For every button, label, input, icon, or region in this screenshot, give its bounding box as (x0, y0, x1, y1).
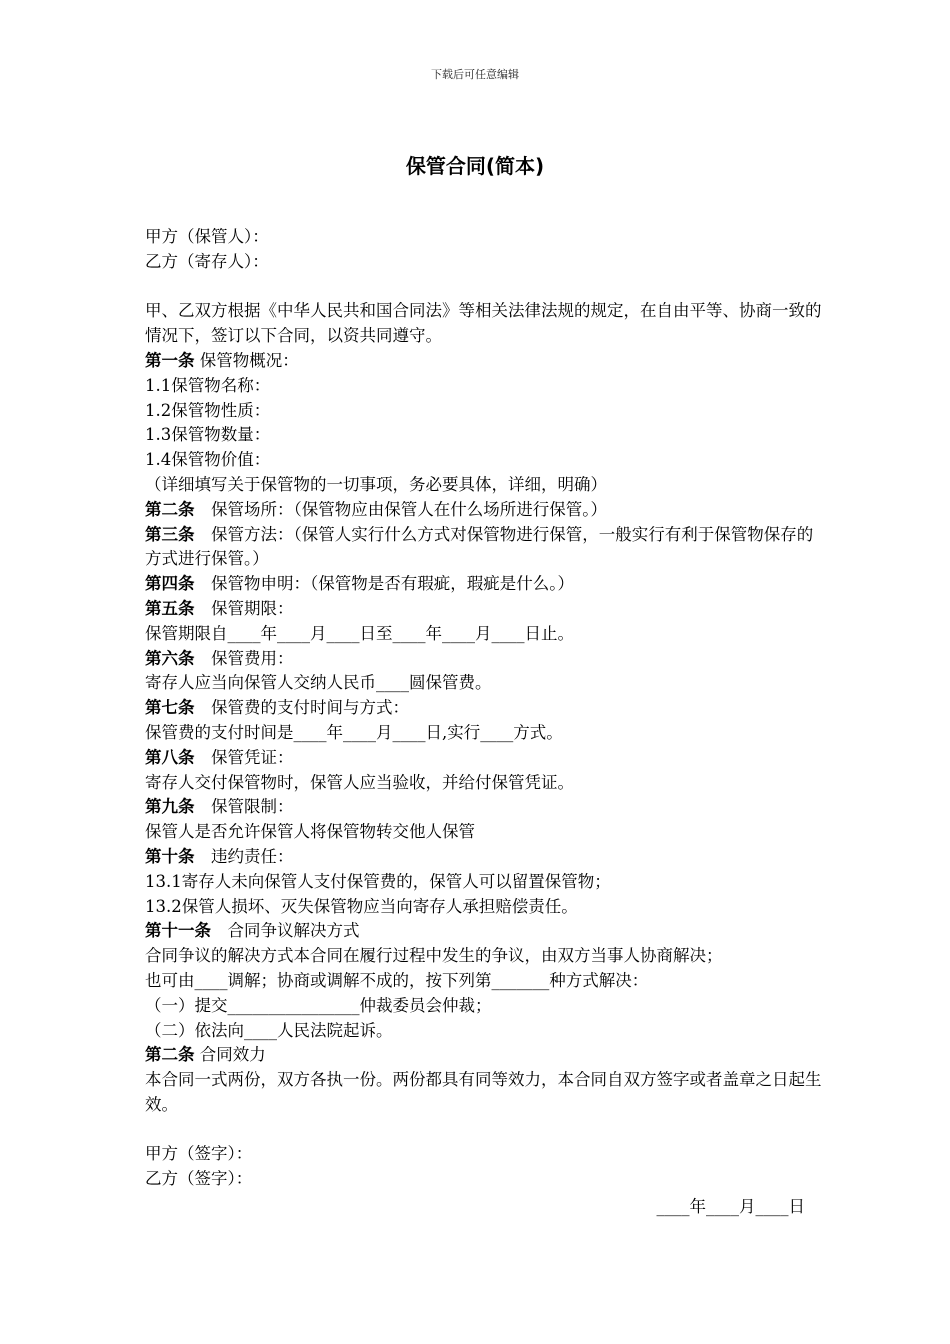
article-7-heading (145, 696, 825, 721)
article-5-body: 保管期限自____年____月____日至____年____月____日止。 (145, 623, 574, 643)
article-12-heading (145, 1043, 825, 1068)
article-6-body: 寄存人应当向保管人交纳人民币____圆保管费。 (145, 673, 492, 693)
article-9-body: 保管人是否允许保管人将保管物转交他人保管 (145, 822, 475, 842)
article-11-number: 第十一条 (145, 921, 211, 941)
document-title: 保管合同(简本) (405, 154, 545, 178)
article-1-item: 1.3保管物数量： (145, 425, 271, 445)
signature-party-a: 甲方（签字）： (145, 1144, 253, 1164)
article-1-heading (145, 349, 825, 374)
header-note: 下载后可任意编辑 (431, 68, 519, 81)
signing-date-line: ____年____月____日 (656, 1197, 805, 1216)
signature-party-b: 乙方（签字）： (145, 1169, 253, 1189)
article-1-note: （详细填写关于保管物的一切事项，务必要具体，详细，明确） (145, 474, 607, 494)
party-b-line: 乙方（寄存人）： (145, 251, 269, 271)
article-11-line: 合同争议的解决方式本合同在履行过程中发生的争议，由双方当事人协商解决； (145, 946, 723, 966)
article-6-heading (145, 647, 825, 672)
article-10-item: 13.2保管人损坏、灭失保管物应当向寄存人承担赔偿责任。 (145, 896, 578, 916)
article-6-title: 保管费用： (194, 648, 294, 668)
article-9-heading (145, 795, 825, 820)
article-4-text: 保管物申明：（保管物是否有瑕疵，瑕疵是什么。） (194, 574, 574, 594)
article-12-body: 本合同一式两份，双方各执一份。两份都具有同等效力，本合同自双方签字或者盖章之日起生效。 (145, 1070, 822, 1114)
article-3-paragraph (145, 523, 825, 573)
article-12-title: 合同效力 (194, 1045, 266, 1065)
article-1-number: 第一条 (145, 350, 195, 370)
spacer (145, 275, 825, 300)
article-12-number: 第二条 (145, 1045, 195, 1065)
article-2-heading (145, 498, 825, 523)
article-7-title: 保管费的支付时间与方式： (194, 698, 409, 718)
article-1-item: 1.2保管物性质： (145, 400, 271, 420)
article-7-number: 第七条 (145, 698, 195, 718)
article-5-title: 保管期限： (194, 598, 294, 618)
article-10-number: 第十条 (145, 846, 195, 866)
article-1-item: 1.1保管物名称： (145, 375, 271, 395)
article-11-option: （二）依法向____人民法院起诉。 (145, 1020, 393, 1040)
article-5-number: 第五条 (145, 598, 195, 618)
article-8-title: 保管凭证： (194, 747, 294, 767)
article-9-number: 第九条 (145, 797, 195, 817)
article-10-heading (145, 845, 825, 870)
article-2-text: 保管场所：（保管物应由保管人在什么场所进行保管。） (194, 499, 607, 519)
article-11-title: 合同争议解决方式 (211, 921, 360, 941)
article-5-heading (145, 597, 825, 622)
intro-paragraph: 甲、乙双方根据《中华人民共和国合同法》等相关法律法规的规定，在自由平等、协商一致的情况下，签订以下合同，以资共同遵守。 (145, 301, 822, 346)
article-10-item: 13.1寄存人未向保管人支付保管费的，保管人可以留置保管物； (145, 871, 611, 891)
article-3-number: 第三条 (145, 524, 195, 544)
article-10-title: 违约责任： (194, 846, 294, 866)
article-3-text: 保管方法：（保管人实行什么方式对保管物进行保管，一般实行有利于保管物保存的方式进行保管。） (145, 524, 814, 569)
article-4-heading (145, 572, 825, 597)
article-7-body: 保管费的支付时间是____年____月____日,实行____方式。 (145, 722, 563, 742)
article-8-heading (145, 746, 825, 771)
article-1-item: 1.4保管物价值： (145, 450, 271, 470)
article-11-heading (145, 919, 825, 944)
article-11-line: 也可由____调解；协商或调解不成的，按下列第_______种方式解决： (145, 970, 649, 990)
article-1-title: 保管物概况： (194, 350, 299, 370)
party-a-line: 甲方（保管人）： (145, 227, 269, 246)
contract-body (145, 225, 825, 1192)
spacer (145, 1118, 825, 1143)
article-4-number: 第四条 (145, 574, 195, 594)
article-9-title: 保管限制： (194, 797, 294, 817)
article-8-body: 寄存人交付保管物时，保管人应当验收，并给付保管凭证。 (145, 772, 574, 792)
article-11-option: （一）提交________________仲裁委员会仲裁； (145, 995, 492, 1015)
article-6-number: 第六条 (145, 648, 195, 668)
article-8-number: 第八条 (145, 747, 195, 767)
article-2-number: 第二条 (145, 499, 195, 519)
